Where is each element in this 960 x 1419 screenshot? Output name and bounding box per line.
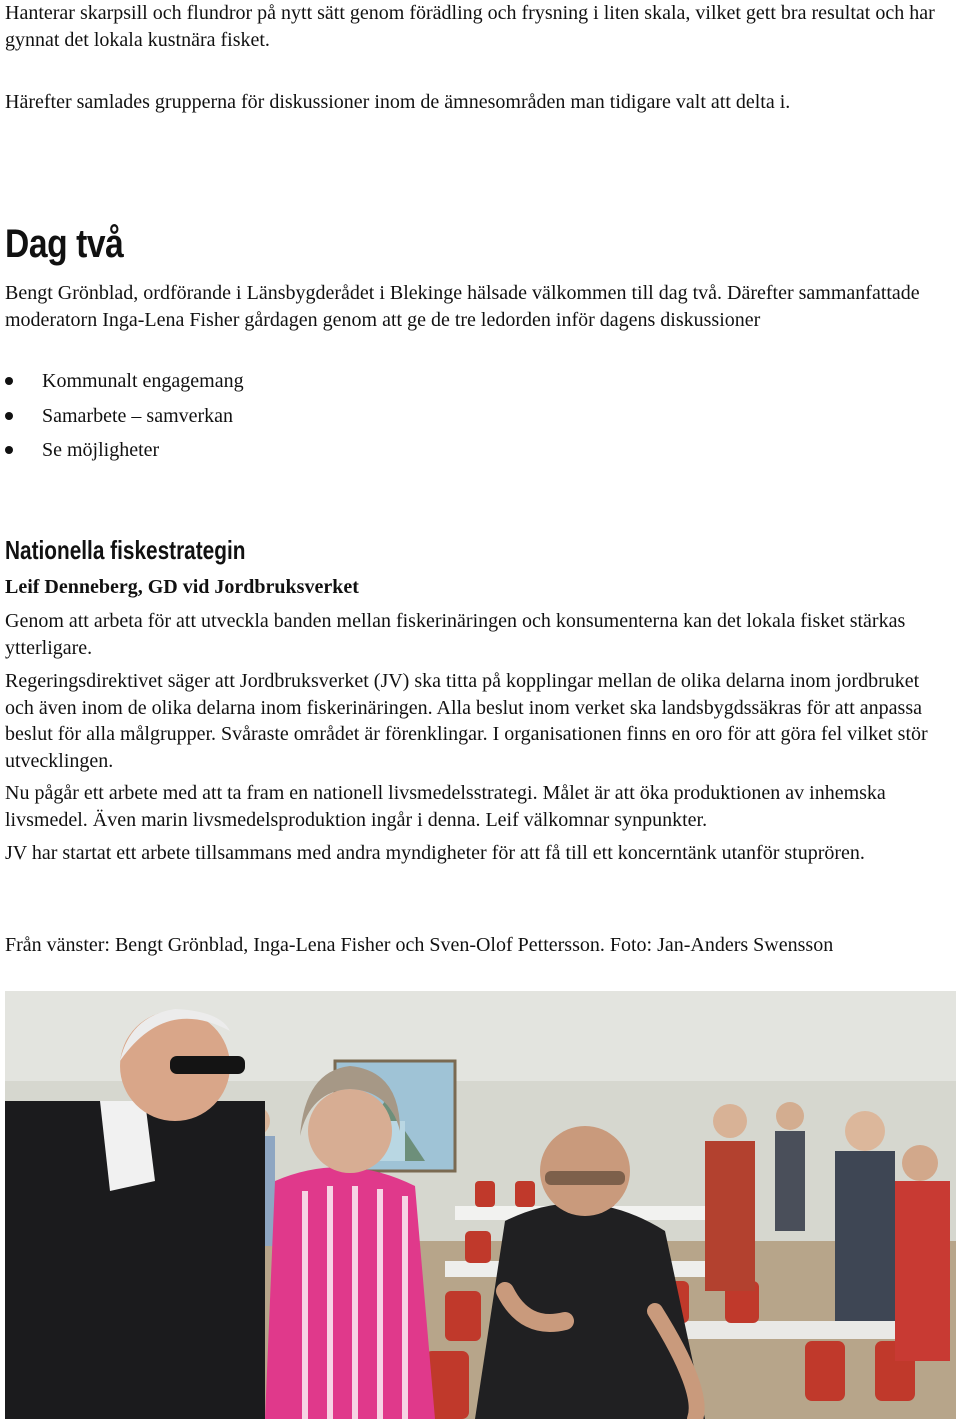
strategy-paragraph-3: Nu pågår ett arbete med att ta fram en nationell livsmedelsstrategi. Målet är att öka produktionen av inhemska livsmedel. Även marin livsmedelsproduktion ingår i denna. Leif välkomnar synpunkter. <box>5 782 886 831</box>
strategy-heading: Nationella fiskestrategin <box>5 535 246 565</box>
intro-paragraph-2: Härefter samlades grupperna för diskussioner inom de ämnesområden man tidigare valt att delta i. <box>5 91 791 113</box>
conference-photo <box>5 991 956 1419</box>
photo-caption: Från vänster: Bengt Grönblad, Inga-Lena Fisher och Sven-Olof Pettersson. Foto: Jan-Anders Swensson <box>5 934 834 956</box>
conference-photo-illustration <box>5 991 956 1419</box>
key-words-list <box>5 368 244 472</box>
list-item: Samarbete – samverkan <box>5 403 244 438</box>
strategy-paragraph-2: Regeringsdirektivet säger att Jordbruksverket (JV) ska titta på kopplingar mellan de olika delarna inom jordbruket och även inom de olika delarna inom fiskerinäringen. Alla beslut inom verket ska landsbygdssäkras för att anpassa beslut för alla målgrupper. Svåraste området är förenklingar. I organisationen finns en oro för att göra fel vilket stör utvecklingen. <box>5 670 928 772</box>
intro-paragraph-1: Hanterar skarpsill och flundror på nytt sätt genom förädling och frysning i liten skala, vilket gett bra resultat och har gynnat det lokala kustnära fisket. <box>5 2 935 51</box>
day-two-paragraph: Bengt Grönblad, ordförande i Länsbygderådet i Blekinge hälsade välkommen till dag två. Därefter sammanfattade moderatorn Inga-Lena Fisher gårdagen genom att ge de tre ledorden inför dagens diskussioner <box>5 282 920 331</box>
strategy-paragraph-4: JV har startat ett arbete tillsammans med andra myndigheter för att få till ett koncerntänk utanför stuprören. <box>5 842 865 864</box>
day-two-heading: Dag två <box>5 222 124 266</box>
list-item: Se möjligheter <box>5 437 244 472</box>
speaker-line: Leif Denneberg, GD vid Jordbruksverket <box>5 576 359 598</box>
strategy-paragraph-1: Genom att arbeta för att utveckla banden mellan fiskerinäringen och konsumenterna kan det lokala fisket stärkas ytterligare. <box>5 610 906 659</box>
list-item: Kommunalt engagemang <box>5 368 244 403</box>
